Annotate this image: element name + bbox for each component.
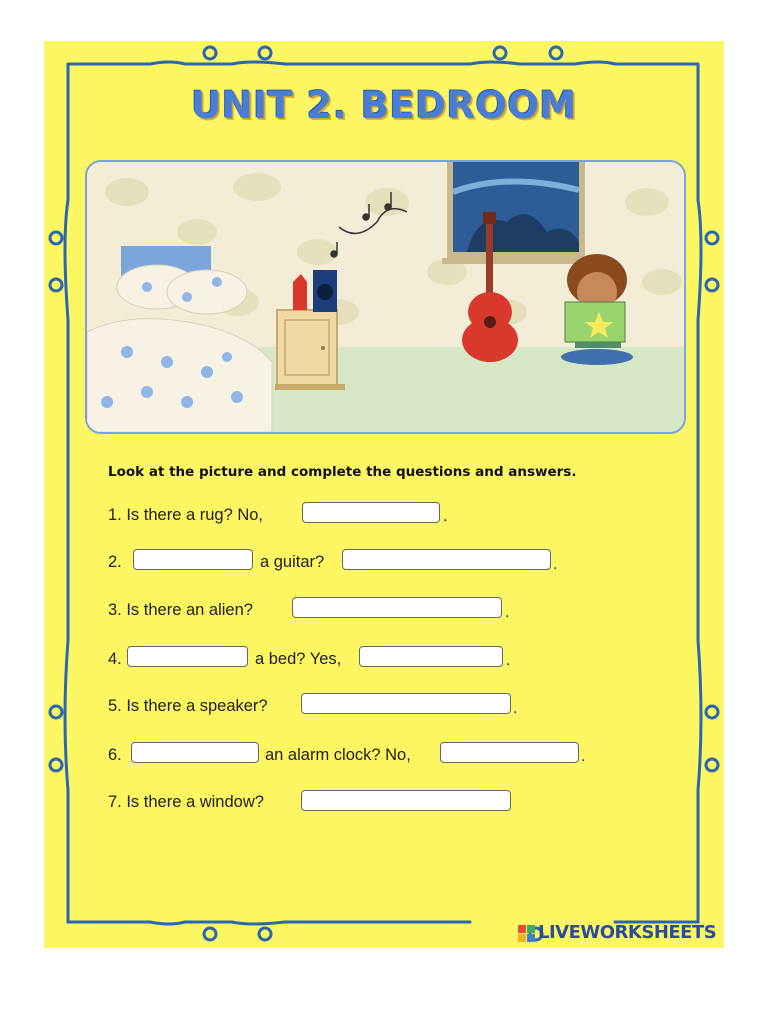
question-2-period: . [553,556,558,573]
question-4-period: . [506,652,511,669]
bedroom-illustration [85,160,686,434]
question-2-number: 2. [108,553,122,571]
question-2-answer-field[interactable] [342,549,551,570]
question-6-number: 6. [108,746,122,764]
bedroom-scene-image [87,162,684,432]
liveworksheets-logo-icon [518,925,536,943]
question-4-answer-field[interactable] [359,646,503,667]
question-6-period: . [581,748,586,765]
question-2-blank-field[interactable] [133,549,253,570]
question-7-answer-field[interactable] [301,790,511,811]
question-3-answer-field[interactable] [292,597,502,618]
question-5-period: . [513,700,518,717]
question-5-answer-field[interactable] [301,693,511,714]
question-6-blank-field[interactable] [131,742,259,763]
question-6-answer-field[interactable] [440,742,579,763]
liveworksheets-brand[interactable]: LIVEWORKSHEETS [538,922,717,943]
question-4-text: a bed? Yes, [255,650,342,668]
question-1-period: . [443,508,448,525]
question-5-text: 5. Is there a speaker? [108,697,268,715]
question-1-text: 1. Is there a rug? No, [108,506,264,524]
instructions-text: Look at the picture and complete the questions and answers. [108,464,577,480]
question-4-number: 4. [108,650,122,668]
question-3-period: . [505,604,510,621]
question-6-text: an alarm clock? No, [265,746,411,764]
question-7-text: 7. Is there a window? [108,793,264,811]
question-3-text: 3. Is there an alien? [108,601,253,619]
page-title: UNIT 2. BEDROOM [191,84,577,127]
question-1-answer-field[interactable] [302,502,440,523]
question-4-blank-field[interactable] [127,646,248,667]
question-2-text: a guitar? [260,553,325,571]
